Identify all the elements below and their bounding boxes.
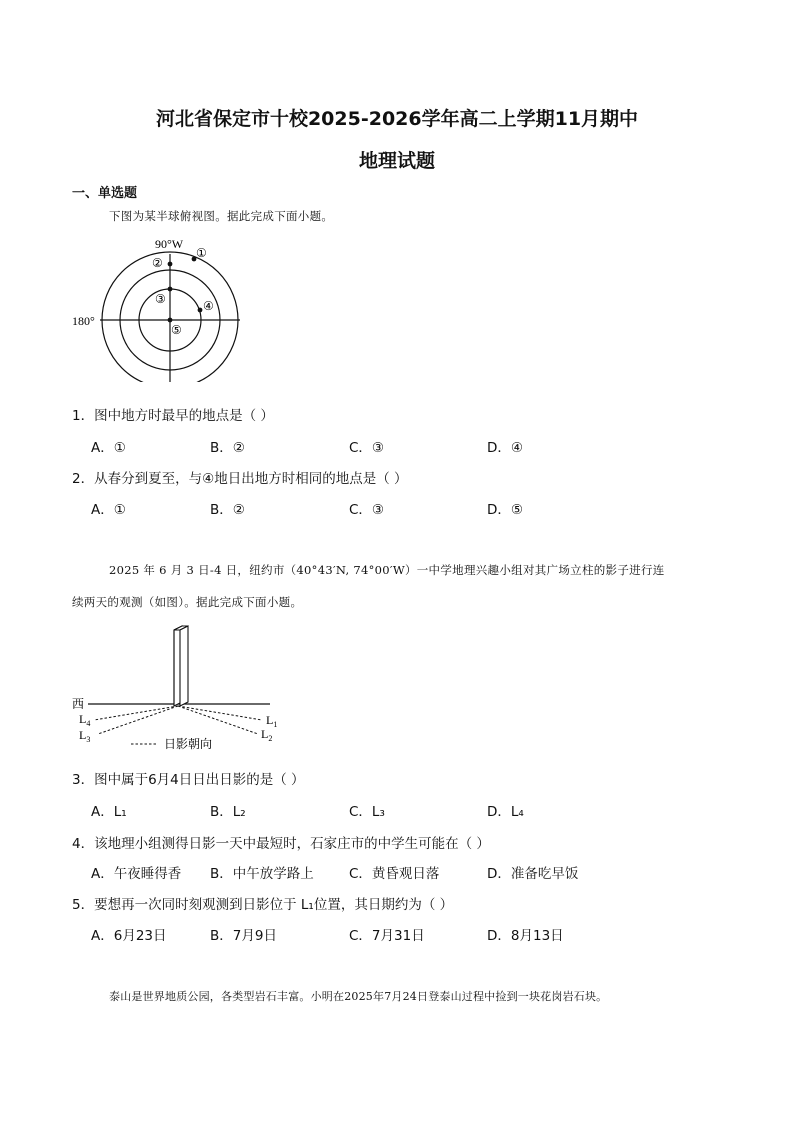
question-4-option-b[interactable]: B．中午放学路上 <box>210 866 314 882</box>
page-subtitle: 地理试题 <box>358 150 435 172</box>
point-4-dot <box>198 308 203 313</box>
svg-text:L3 <box>79 728 90 744</box>
point-3-dot <box>168 287 173 292</box>
question-5-stem: 5．要想再一次同时刻观测到日影位于 L₁位置，其日期约为（ ） <box>72 897 454 913</box>
label-point-4: ④ <box>203 299 214 313</box>
question-4-option-d[interactable]: D．准备吃早饭 <box>487 866 579 882</box>
shadow-l1 <box>178 706 262 720</box>
question-1-stem: 1．图中地方时最早的地点是（ ） <box>72 408 274 424</box>
l2-label: L <box>261 727 269 741</box>
svg-text:L2 <box>261 727 272 743</box>
intro-text-1: 下图为某半球俯视图。据此完成下面小题。 <box>109 209 334 223</box>
west-label: 西 <box>72 697 85 711</box>
section-heading: 一、单选题 <box>72 186 138 201</box>
question-4-option-a[interactable]: A．午夜睡得香 <box>91 866 182 882</box>
question-1-option-b[interactable]: B．② <box>210 440 245 456</box>
question-5-option-b[interactable]: B．7月9日 <box>210 928 277 944</box>
point-5-dot <box>168 318 173 323</box>
label-point-5: ⑤ <box>171 323 182 337</box>
label-point-3: ③ <box>155 292 166 306</box>
question-5-option-d[interactable]: D．8月13日 <box>487 928 564 944</box>
l3-label: L <box>79 728 87 742</box>
l1-label: L <box>266 713 274 727</box>
label-point-1: ① <box>196 246 207 260</box>
question-3-option-d[interactable]: D．L₄ <box>487 804 524 820</box>
question-1-option-a[interactable]: A．① <box>91 440 126 456</box>
pillar-shadow-figure <box>68 618 288 756</box>
label-180: 180° <box>72 314 95 328</box>
question-2-option-c[interactable]: C．③ <box>349 502 385 518</box>
question-2-option-b[interactable]: B．② <box>210 502 245 518</box>
legend-label: 日影朝向 <box>164 737 213 751</box>
intro-text-2-line-1: 2025 年 6 月 3 日-4 日，纽约市（40°43′N, 74°00′W）一中学地理兴趣小组对其广场立柱的影子进行连 <box>109 563 665 577</box>
question-2-option-a[interactable]: A．① <box>91 502 126 518</box>
l4-label: L <box>79 712 87 726</box>
point-2-dot <box>168 262 173 267</box>
intro-text-2-line-2: 续两天的观测（如图）。据此完成下面小题。 <box>72 595 303 609</box>
question-5-option-c[interactable]: C．7月31日 <box>349 928 425 944</box>
label-90w: 90°W <box>155 237 184 251</box>
question-2-option-d[interactable]: D．⑤ <box>487 502 523 518</box>
question-4-option-c[interactable]: C．黄昏观日落 <box>349 866 440 882</box>
l2-sub: 2 <box>268 734 273 743</box>
question-5-option-a[interactable]: A．6月23日 <box>91 928 167 944</box>
page-title: 河北省保定市十校2025-2026学年高二上学期11月期中 <box>155 108 639 130</box>
question-3-stem: 3．图中属于6月4日日出日影的是（ ） <box>72 772 305 788</box>
label-point-2: ② <box>152 256 163 270</box>
question-1-option-d[interactable]: D．④ <box>487 440 523 456</box>
question-3-option-a[interactable]: A．L₁ <box>91 804 127 820</box>
hemisphere-figure <box>68 232 258 382</box>
question-3-option-c[interactable]: C．L₃ <box>349 804 385 820</box>
question-4-stem: 4．该地理小组测得日影一天中最短时，石家庄市的中学生可能在（ ） <box>72 836 490 852</box>
question-3-option-b[interactable]: B．L₂ <box>210 804 246 820</box>
shadow-l2 <box>178 706 258 734</box>
question-2-stem: 2．从春分到夏至，与④地日出地方时相同的地点是（ ） <box>72 471 408 487</box>
question-1-option-c[interactable]: C．③ <box>349 440 385 456</box>
l1-sub: 1 <box>273 720 278 729</box>
pillar-front <box>180 626 188 706</box>
shadow-l4 <box>94 706 178 720</box>
l4-sub: 4 <box>86 719 91 728</box>
intro-text-3: 泰山是世界地质公园，各类型岩石丰富。小明在2025年7月24日登泰山过程中捡到一块花岗岩石块。 <box>109 990 608 1003</box>
l3-sub: 3 <box>86 735 91 744</box>
svg-text:L4 <box>79 712 90 728</box>
shadow-l3 <box>98 706 178 734</box>
